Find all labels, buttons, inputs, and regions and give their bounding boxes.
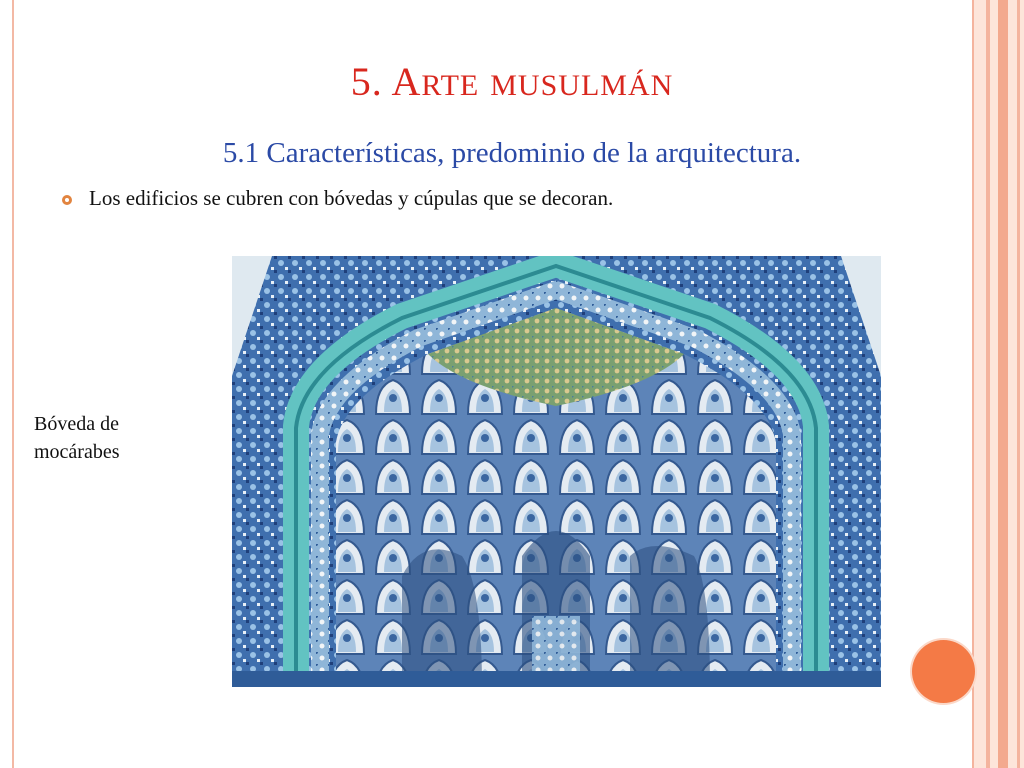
bullet-item bbox=[62, 186, 613, 211]
right-stripe bbox=[986, 0, 990, 768]
slide-subtitle: 5.1 Características, predominio de la arquitectura. bbox=[222, 137, 802, 169]
left-border-line bbox=[12, 0, 14, 768]
title-word2: MUSULMÁN bbox=[490, 69, 674, 102]
bullet-circle-icon bbox=[62, 195, 72, 205]
title-number: 5. bbox=[350, 59, 383, 104]
title-rest: RTE bbox=[421, 69, 480, 102]
right-stripe bbox=[1017, 0, 1020, 768]
caption-line: mocárabes bbox=[34, 441, 120, 463]
decorative-circle bbox=[912, 640, 975, 703]
muqarnas-vault-photo bbox=[232, 256, 881, 687]
bullet-text: Los edificios se cubren con bóvedas y cúpulas que se decoran. bbox=[89, 186, 614, 210]
right-stripe bbox=[972, 0, 974, 768]
right-stripe bbox=[998, 0, 1008, 768]
image-caption bbox=[34, 410, 120, 466]
slide-title bbox=[0, 58, 1024, 105]
caption-line: Bóveda de bbox=[34, 413, 119, 435]
title-first-letter: A bbox=[391, 59, 422, 104]
